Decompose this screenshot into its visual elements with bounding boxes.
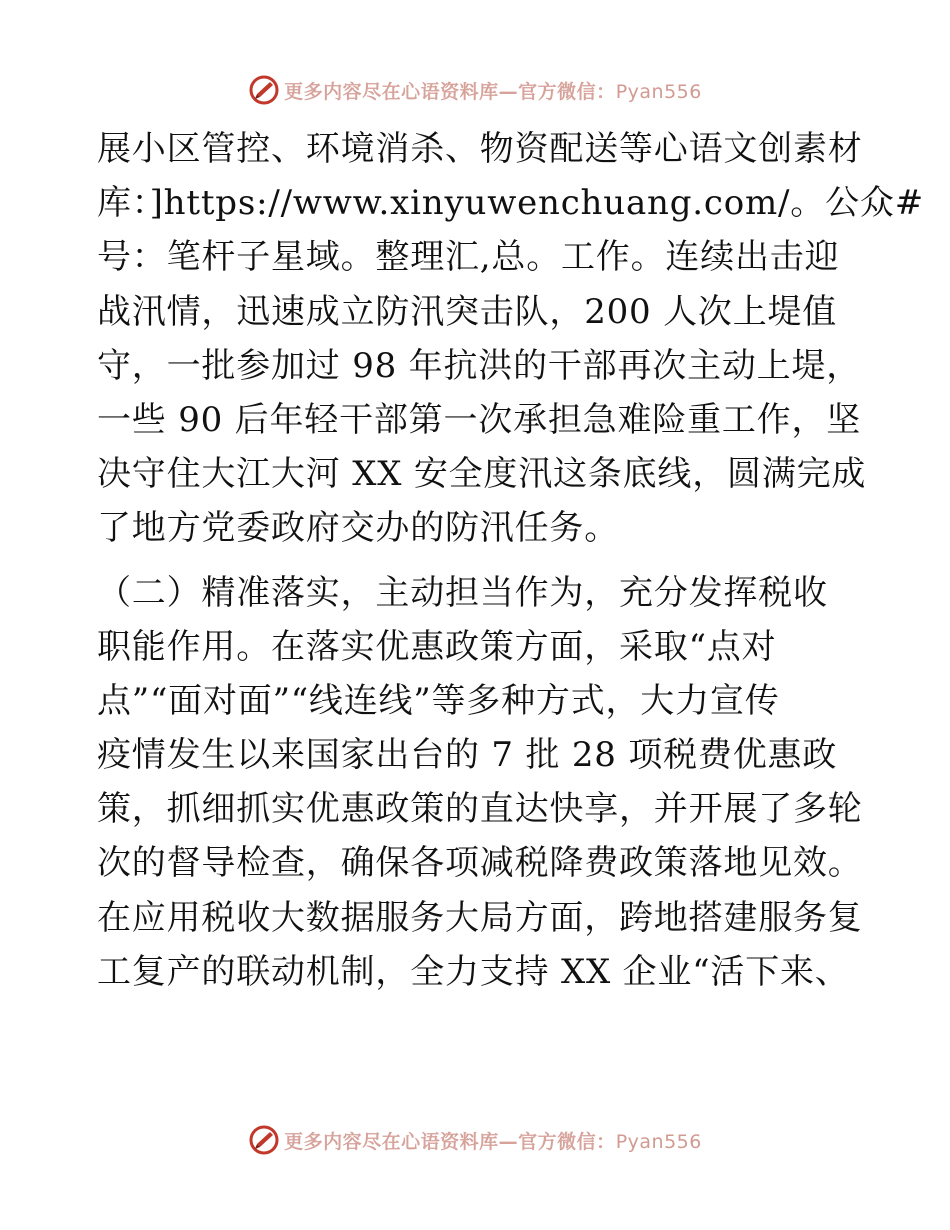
text-line: 展小区管控、环境消杀、物资配送等心语文创素材 xyxy=(97,129,863,169)
text-line: （二）精准落实，主动担当作为，充分发挥税收 xyxy=(97,572,828,613)
header-banner xyxy=(0,70,950,110)
paragraph-1 xyxy=(97,122,924,556)
paragraph-gap xyxy=(97,556,857,566)
text-line: 工复产的联动机制，全力支持 XX 企业“活下来、 xyxy=(97,951,850,992)
footer-banner-text xyxy=(284,1127,702,1154)
text-line: 在应用税收大数据服务大局方面，跨地搭建服务复 xyxy=(97,897,863,938)
text-line: 了地方党委政府交办的防汛任务。 xyxy=(97,508,619,549)
header-banner-account: Pyan556 xyxy=(615,80,702,103)
footer-banner-separator: — xyxy=(498,1130,519,1153)
header-banner-slogan: 更多内容尽在心语资料库 xyxy=(284,80,499,103)
text-line: 号：笔杆子星域。整理汇,总。工作。连续出击迎 xyxy=(97,237,840,278)
text-line: 库：]https://www.xinyuwenchuang.com/。公众# xyxy=(97,183,924,224)
text-line: 策，抓细抓实优惠政策的直达快享，并开展了多轮 xyxy=(97,789,863,830)
text-line: 点”“面对面”“线连线”等多种方式，大力宣传 xyxy=(97,680,780,721)
header-banner-text xyxy=(284,77,702,104)
text-line: 守，一批参加过 98 年抗洪的干部再次主动上堤， xyxy=(97,345,862,386)
text-line: 次的督导检查，确保各项减税降费政策落地见效。 xyxy=(97,843,863,884)
document-body xyxy=(97,122,924,999)
text-line: 决守住大江大河 XX 安全度汛这条底线，圆满完成 xyxy=(97,454,867,495)
header-banner-separator: — xyxy=(498,80,519,103)
text-line: 疫情发生以来国家出台的 7 批 28 项税费优惠政 xyxy=(97,735,838,776)
paragraph-2 xyxy=(97,566,863,1000)
footer-banner-slogan: 更多内容尽在心语资料库 xyxy=(284,1130,499,1153)
footer-banner xyxy=(0,1120,950,1160)
text-line: 战汛情，迅速成立防汛突击队，200 人次上堤值 xyxy=(97,291,838,332)
brand-logo-icon xyxy=(248,1124,280,1156)
header-banner-label: 官方微信： xyxy=(518,80,616,103)
text-line: 职能作用。在落实优惠政策方面，采取“点对 xyxy=(97,626,777,667)
text-line: 一些 90 后年轻干部第一次承担急难险重工作，坚 xyxy=(97,399,862,440)
footer-banner-account: Pyan556 xyxy=(615,1130,702,1153)
footer-banner-label: 官方微信： xyxy=(518,1130,616,1153)
brand-logo-icon xyxy=(248,74,280,106)
